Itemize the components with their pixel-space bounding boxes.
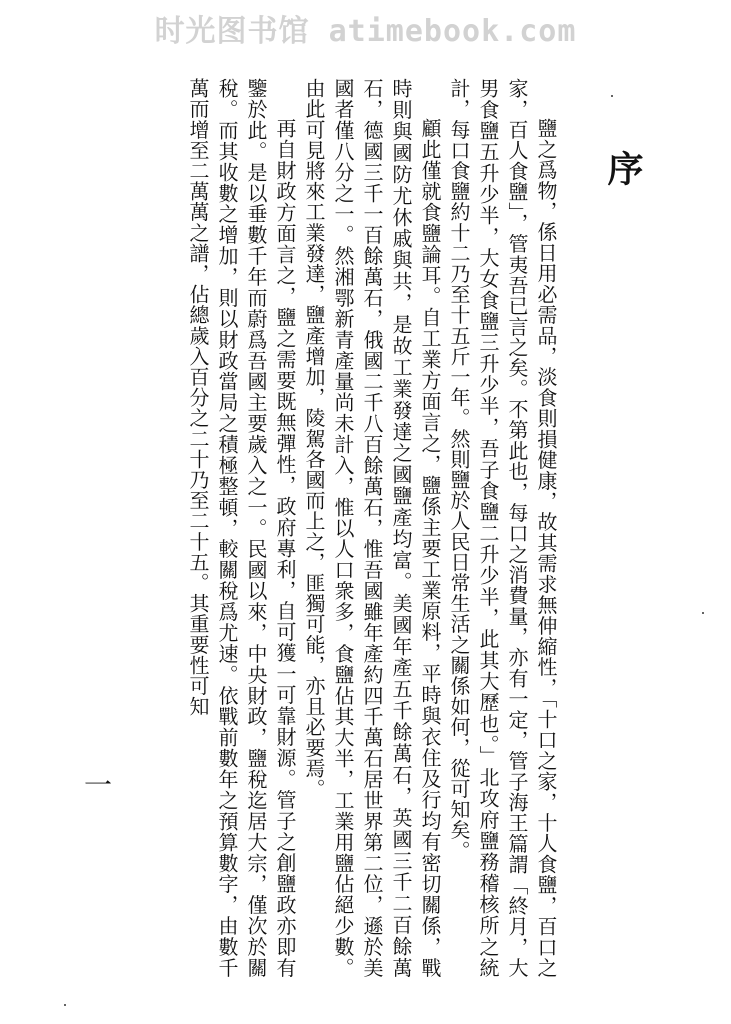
paragraph-industrial-use: 顧此僅就食鹽論耳。自工業方面言之，鹽係主要工業原料，平時與衣住及行均有密切關係，戰時則與國防尤休戚與共，是故工業發達之國鹽產均富。美國年產五千餘萬石，英國三千二百餘萬石，德國三千一百餘萬石，俄國二千八百餘萬石，惟吾國雖年產約四千萬石居世界第二位，遜於美國者僅八分之一。然湘鄂新青產量尚未計入，惟以人口衆多，食鹽佔其大半，工業用鹽佔絕少數。由此可見將來工業發達，鹽產增加，陵駕各國而上之，匪獨可能，亦且必要焉。 [302,78,442,978]
watermark-banner: 时光图书馆 atimebook.com [154,14,577,49]
page-number: 一 [80,770,113,798]
page-heading: 序 [602,150,644,186]
body-text-block [183,78,560,978]
scan-speck [702,612,704,614]
paragraph-salt-necessity: 鹽之爲物，係日用必需品，淡食則損健康，故其需求無伸縮性，「十口之家，十人食鹽，百口之家，百人食鹽」，管夷吾已言之矣。不第此也，每口之消費量，亦有一定，管子海王篇謂「終月，大男食鹽五升少半，大女食鹽三升少半，吾子食鹽二升少半，此其大歷也。」北攻府鹽務稽核所之統計，每口食鹽約十二乃至十五斤一年。然則鹽於人民日常生活之關係如何，從可知矣。 [447,78,558,978]
scan-speck [611,95,613,97]
scan-speck [64,1004,66,1006]
paragraph-fiscal-aspect: 再自財政方面言之，鹽之需要既無彈性，政府專利，自可獲一可靠財源。管子之創鹽政亦即有鑒於此。是以垂數千年而蔚爲吾國主要歲入之一。民國以來，中央財政，鹽稅迄居大宗，僅次於關稅。而其收數之增加，則以財政當局之積極整頓，較關稅爲尤速。依戰前數年之預算數字，由數千萬而增至二萬萬之譜，佔總歲入百分之二十乃至二十五。其重要性可知 [186,78,297,978]
